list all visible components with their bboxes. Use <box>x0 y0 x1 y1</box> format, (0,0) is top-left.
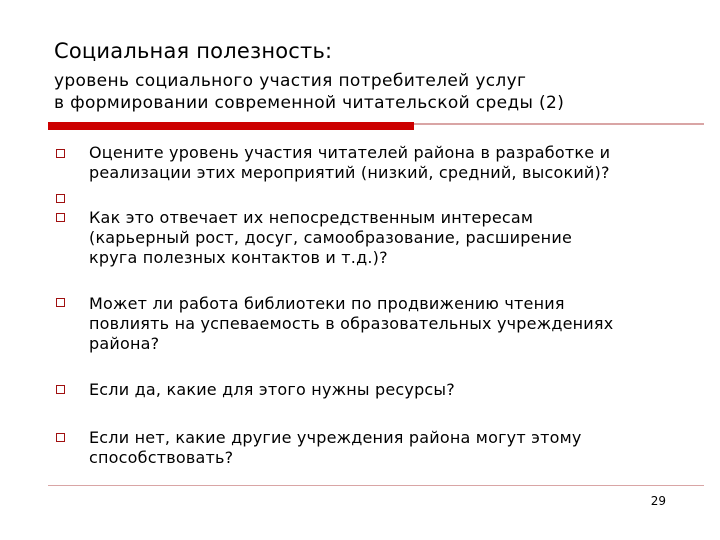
square-bullet-icon <box>56 298 65 307</box>
bullet-item-line: реализации этих мероприятий (низкий, средний, высокий)? <box>89 163 610 182</box>
bullet-item-line: Может ли работа библиотеки по продвижению чтения <box>89 294 565 313</box>
bullet-item-5 <box>89 380 689 400</box>
bullet-item-4 <box>89 294 689 354</box>
bullet-item-line: Оцените уровень участия читателей района в разработке и <box>89 143 611 162</box>
bullet-item-1 <box>89 143 689 183</box>
footer-divider-line <box>48 485 704 486</box>
bullet-item-line: района? <box>89 334 160 353</box>
square-bullet-icon <box>56 213 65 222</box>
subtitle-line: уровень социального участия потребителей услуг <box>54 71 527 91</box>
square-bullet-icon <box>56 385 65 394</box>
bullet-item-3 <box>89 208 689 268</box>
bullet-item-line: Если нет, какие другие учреждения района могут этому <box>89 428 582 447</box>
slide-subtitle <box>54 70 564 114</box>
bullet-item-line: способствовать? <box>89 448 234 467</box>
square-bullet-icon <box>56 194 65 203</box>
page-number: 29 <box>650 494 666 508</box>
square-bullet-icon <box>56 433 65 442</box>
bullet-item-line: Если да, какие для этого нужны ресурсы? <box>89 380 455 399</box>
bullet-item-6 <box>89 428 689 468</box>
subtitle-line: в формировании современной читательской среды (2) <box>54 93 565 113</box>
title-accent-bar <box>48 122 414 130</box>
square-bullet-icon <box>56 149 65 158</box>
slide-title: Социальная полезность: <box>54 39 333 63</box>
bullet-item-line: повлиять на успеваемость в образовательных учреждениях <box>89 314 614 333</box>
bullet-item-line: (карьерный рост, досуг, самообразование, расширение <box>89 228 572 247</box>
bullet-item-line: круга полезных контактов и т.д.)? <box>89 248 388 267</box>
bullet-item-line: Как это отвечает их непосредственным интересам <box>89 208 534 227</box>
